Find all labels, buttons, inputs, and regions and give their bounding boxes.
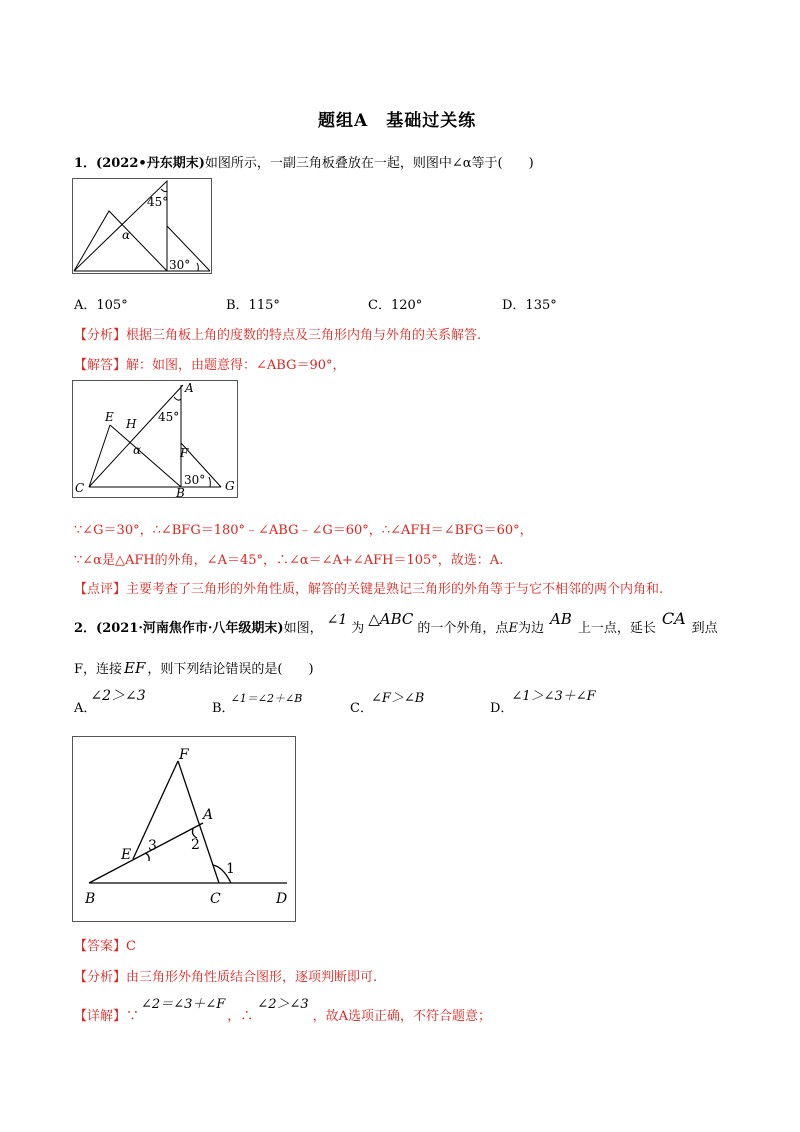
option-expr: ∠F＞∠B xyxy=(370,691,425,706)
question-number: 2． xyxy=(74,621,97,636)
question-2-stem-line-1 xyxy=(74,609,718,636)
analysis-tag: 【分析】 xyxy=(74,328,127,343)
question-1-stem xyxy=(74,152,534,171)
q1-option-c: C．120° xyxy=(368,298,423,313)
fig1-label-alpha: α xyxy=(122,228,131,242)
question-source: (2021·河南焦作市·八年级期末) xyxy=(96,621,284,636)
option-expr: ∠1＞∠3＋∠F xyxy=(511,689,596,704)
q2-analysis xyxy=(74,966,377,985)
fig3-label-1: 1 xyxy=(226,861,235,877)
detail-text: ，故A选项正确，不符合题意； xyxy=(312,1009,492,1024)
fig1-label-45: 45° xyxy=(147,195,169,209)
triangle-abc: △ABC xyxy=(368,610,414,628)
fig3-label-F: F xyxy=(179,747,189,763)
analysis-text: 由三角形外角性质结合图形，逐项判断即可. xyxy=(126,970,378,985)
figure-3 xyxy=(72,736,296,922)
q2-option-d xyxy=(490,689,598,716)
q2-answer xyxy=(74,935,136,954)
stem-text: 为 xyxy=(351,621,365,636)
detail-text: ，∴ xyxy=(227,1009,254,1024)
option-letter: A． xyxy=(74,701,97,716)
stem-text: ，则下列结论错误的是( ) xyxy=(147,662,314,677)
question-number: 1． xyxy=(74,156,97,171)
answer-tag: 【答案】 xyxy=(74,939,127,954)
stem-text: 为边 xyxy=(517,621,544,636)
question-text: 如图所示，一副三角板叠放在一起，则图中∠α等于( ) xyxy=(204,156,534,171)
fig2-label-E: E xyxy=(105,410,114,424)
fig3-label-E: E xyxy=(121,847,132,863)
q1-option-a: A．105° xyxy=(74,298,128,313)
detail-expr-1: ∠2＝∠3＋∠F xyxy=(141,997,226,1012)
fig3-label-D: D xyxy=(276,891,288,907)
fig2-label-C: C xyxy=(75,481,85,495)
q1-comment xyxy=(74,578,663,597)
stem-text: 如图， xyxy=(283,621,323,636)
q1-option-d: D．135° xyxy=(502,298,557,313)
question-2-stem-line-2 xyxy=(74,658,314,677)
fig2-label-H: H xyxy=(126,417,137,431)
option-letter: D． xyxy=(490,701,514,716)
point-e: E xyxy=(508,621,518,636)
fig2-label-A: A xyxy=(185,381,194,395)
fig1-label-30: 30° xyxy=(169,258,191,272)
option-letter: B． xyxy=(212,701,235,716)
fig3-label-3: 3 xyxy=(148,838,157,854)
fig2-label-45: 45° xyxy=(158,410,180,424)
q1-option-b: B．115° xyxy=(226,298,280,313)
fig3-label-A: A xyxy=(203,807,214,823)
fig3-label-B: B xyxy=(85,891,96,907)
q2-option-a xyxy=(74,688,152,717)
fig3-label-2: 2 xyxy=(191,837,200,853)
analysis-text: 根据三角板上角的度数的特点及三角形内角与外角的关系解答. xyxy=(126,328,482,343)
answer-text: 解：如图，由题意得：∠ABG＝90°， xyxy=(126,358,346,373)
option-letter: C． xyxy=(350,701,373,716)
detail-text: ∵ xyxy=(126,1009,140,1024)
detail-expr-2: ∠2＞∠3 xyxy=(257,997,309,1012)
fig2-label-alpha: α xyxy=(133,443,142,457)
stem-text: 上一点，延长 xyxy=(577,621,656,636)
fig2-label-B: B xyxy=(176,486,185,497)
fig2-label-30: 30° xyxy=(184,473,206,487)
comment-tag: 【点评】 xyxy=(74,582,127,597)
stem-text: 的一个外角，点 xyxy=(417,621,509,636)
detail-tag: 【详解】 xyxy=(74,1009,127,1024)
q2-option-c xyxy=(350,691,426,716)
segment-ef: EF xyxy=(124,659,146,677)
q2-option-b xyxy=(212,692,306,716)
angle-1: ∠1 xyxy=(326,612,348,628)
q1-answer xyxy=(74,354,346,373)
segment-ca: CA xyxy=(661,609,686,628)
q1-solution-line-1: ∵∠G＝30°，∴∠BFG＝180°﹣∠ABG﹣∠G＝60°，∴∠AFH＝∠BFG＝60°， xyxy=(74,523,533,538)
answer-text: C xyxy=(126,939,136,954)
option-expr: ∠2＞∠3 xyxy=(90,688,146,704)
stem-text: F，连接 xyxy=(74,662,123,677)
question-source: (2022•丹东期末) xyxy=(96,156,205,171)
option-expr: ∠1＝∠2＋∠B xyxy=(230,692,303,705)
stem-text: 到点 xyxy=(691,621,718,636)
comment-text: 主要考查了三角形的外角性质，解答的关键是熟记三角形的外角等于与它不相邻的两个内角和. xyxy=(126,582,664,597)
figure-2 xyxy=(72,380,238,498)
fig3-label-C: C xyxy=(210,891,221,907)
q1-analysis xyxy=(74,324,481,343)
segment-ab: AB xyxy=(549,610,572,628)
q2-detail xyxy=(74,997,492,1024)
fig2-label-G: G xyxy=(225,479,235,493)
figure-1 xyxy=(72,178,212,274)
q1-solution-line-2: ∵∠α是△AFH的外角，∠A＝45°，∴∠α＝∠A+∠AFH＝105°，故选：A. xyxy=(74,553,504,568)
section-title: 题组A 基础过关练 xyxy=(318,111,477,131)
answer-tag: 【解答】 xyxy=(74,358,127,373)
analysis-tag: 【分析】 xyxy=(74,970,127,985)
fig2-label-F: F xyxy=(180,446,189,460)
